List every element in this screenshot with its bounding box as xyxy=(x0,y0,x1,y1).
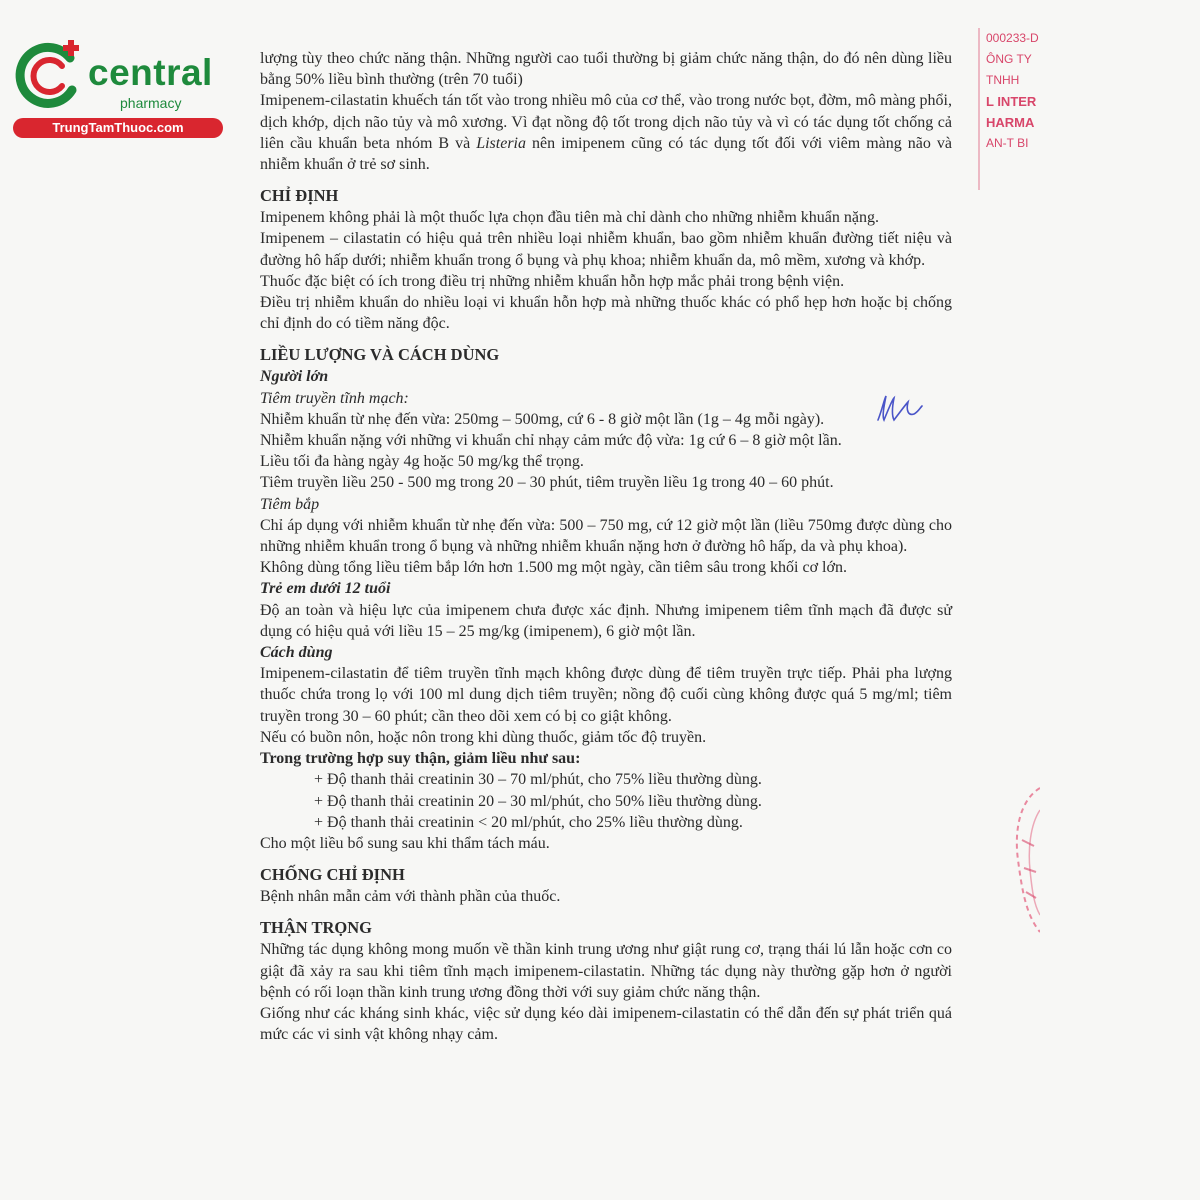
list-item: + Độ thanh thải creatinin 20 – 30 ml/phút, cho 50% liều thường dùng. xyxy=(314,792,762,810)
leaflet-content xyxy=(260,48,952,1045)
paragraph: Imipenem không phải là một thuốc lựa chọn đầu tiên mà chỉ dành cho những nhiễm khuẩn nặng. xyxy=(260,209,879,227)
subheading-cach-dung: Cách dùng xyxy=(260,644,333,662)
subheading-tiem-bap: Tiêm bắp xyxy=(260,495,320,513)
side-stamp-fragment xyxy=(1000,780,1040,940)
paragraph: Bệnh nhân mẫn cảm với thành phần của thuốc. xyxy=(260,888,561,906)
paragraph: Không dùng tổng liều tiêm bắp lớn hơn 1.500 mg một ngày, cần tiêm sâu trong khối cơ lớn. xyxy=(260,559,847,577)
subheading-tre-em: Trẻ em dưới 12 tuổi xyxy=(260,580,391,598)
stamp-line: AN-T BI xyxy=(986,136,1029,150)
logo-sub-text: pharmacy xyxy=(120,95,182,111)
paragraph: lượng tùy theo chức năng thận. Những người cao tuổi thường bị giảm chức năng thận, do đó nên dùng liều bằng 50% liều bình thường (trên 70 tuổi) xyxy=(260,50,952,89)
paragraph: Chỉ áp dụng với nhiễm khuẩn từ nhẹ đến vừa: 500 – 750 mg, cứ 12 giờ một lần (liều 750mg được dùng cho những nhiễm khuẩn trong ổ bụng và những nhiễm khuẩn nặng hơn ở đường hô hấp, da và phụ khoa). xyxy=(260,516,952,556)
section-heading-lieu-luong: LIỀU LƯỢNG VÀ CÁCH DÙNG xyxy=(260,345,500,365)
stamp-line: HARMA xyxy=(986,115,1035,130)
logo-url-text[interactable]: TrungTamThuoc.com xyxy=(13,118,223,138)
section-heading-than-trong: THẬN TRỌNG xyxy=(260,918,373,938)
paragraph: Nhiễm khuẩn nặng với những vi khuẩn chỉ nhạy cảm mức độ vừa: 1g cứ 6 – 8 giờ một lần. xyxy=(260,432,842,450)
paragraph: Nhiễm khuẩn từ nhẹ đến vừa: 250mg – 500mg, cứ 6 - 8 giờ một lần (1g – 4g mỗi ngày). xyxy=(260,410,825,428)
paragraph: Cho một liều bổ sung sau khi thẩm tách máu. xyxy=(260,834,550,852)
paragraph: Tiêm truyền liều 250 - 500 mg trong 20 – 30 phút, tiêm truyền liều 1g trong 40 – 60 phút. xyxy=(260,474,834,492)
paragraph: Imipenem-cilastatin để tiêm truyền tĩnh mạch không được dùng để tiêm truyền trực tiếp. Phải pha lượng thuốc chứa trong lọ với 100 ml dung dịch tiêm truyền; nồng độ cuối cùng không được quá 5 mg/ml; tiêm truyền trong 30 – 60 phút; cần theo dõi xem có bị co giật không. xyxy=(260,665,952,725)
subheading-nguoi-lon: Người lớn xyxy=(260,368,329,386)
paragraph: Nếu có buồn nôn, hoặc nôn trong khi dùng thuốc, giảm tốc độ truyền. xyxy=(260,728,707,746)
list-item: + Độ thanh thải creatinin < 20 ml/phút, cho 25% liều thường dùng. xyxy=(314,813,743,831)
central-pharmacy-logo[interactable] xyxy=(12,38,212,138)
paragraph: Điều trị nhiễm khuẩn do nhiều loại vi khuẩn hỗn hợp mà những thuốc khác có phổ hẹp hơn hoặc bị chống chỉ định do có tiềm năng độc. xyxy=(260,294,952,333)
stamp-line: L INTER xyxy=(986,94,1037,109)
stamp-line: ÔNG TY xyxy=(986,52,1032,66)
list-item: + Độ thanh thải creatinin 30 – 70 ml/phút, cho 75% liều thường dùng. xyxy=(314,771,762,789)
paragraph: Imipenem – cilastatin có hiệu quả trên nhiều loại nhiễm khuẩn, bao gồm nhiễm khuẩn đường tiết niệu và đường hô hấp dưới; nhiễm khuẩn trong ổ bụng và phụ khoa; nhiễm khuẩn da, mô mềm, xương và khớp. xyxy=(260,230,952,269)
section-heading-chong-chi-dinh: CHỐNG CHỈ ĐỊNH xyxy=(260,865,405,885)
paragraph: Giống như các kháng sinh khác, việc sử dụng kéo dài imipenem-cilastatin có thể dẫn đến sự phát triển quá mức các vi sinh vật không nhạy cảm. xyxy=(260,1004,952,1044)
paragraph: Độ an toàn và hiệu lực của imipenem chưa được xác định. Nhưng imipenem tiêm tĩnh mạch đã được sử dụng có hiệu quả với liều 15 – 25 mg/kg (imipenem), 6 giờ một lần. xyxy=(260,601,952,640)
central-logo-icon xyxy=(12,38,88,114)
logo-brand-text: central xyxy=(88,52,213,93)
subheading-suy-than: Trong trường hợp suy thận, giảm liều như sau: xyxy=(260,750,581,768)
stamp-line: 000233-D xyxy=(986,31,1039,45)
paragraph: Imipenem-cilastatin khuếch tán tốt vào trong nhiều mô của cơ thể, vào trong nước bọt, đờm, mô màng phổi, dịch khớp, dịch não tủy và mô xương. Vì đạt nồng độ tốt trong dịch não tủy và vì có tác dụng tốt chống cả liên cầu khuẩn beta nhóm B và Listeria nên imipenem cũng có tác dụng tốt đối với viêm màng não và nhiễm khuẩn ở trẻ sơ sinh. xyxy=(260,92,952,174)
subheading-tiem-truyen: Tiêm truyền tĩnh mạch: xyxy=(260,389,409,407)
paragraph: Liều tối đa hàng ngày 4g hoặc 50 mg/kg thể trọng. xyxy=(260,453,584,471)
stamp-line: TNHH xyxy=(986,73,1020,87)
paragraph: Những tác dụng không mong muốn về thần kinh trung ương như giật rung cơ, trạng thái lú lẫn hoặc cơn co giật đã xảy ra sau khi tiêm tĩnh mạch imipenem-cilastatin. Những tác dụng này thường gặp hơn ở người bệnh có rối loạn thần kinh trung ương đồng thời với suy giảm chức năng thận. xyxy=(260,941,952,1001)
section-heading-chi-dinh: CHỈ ĐỊNH xyxy=(260,186,339,206)
red-stamp xyxy=(978,28,1040,190)
paragraph: Thuốc đặc biệt có ích trong điều trị những nhiễm khuẩn hỗn hợp mắc phải trong bệnh viện. xyxy=(260,272,845,290)
